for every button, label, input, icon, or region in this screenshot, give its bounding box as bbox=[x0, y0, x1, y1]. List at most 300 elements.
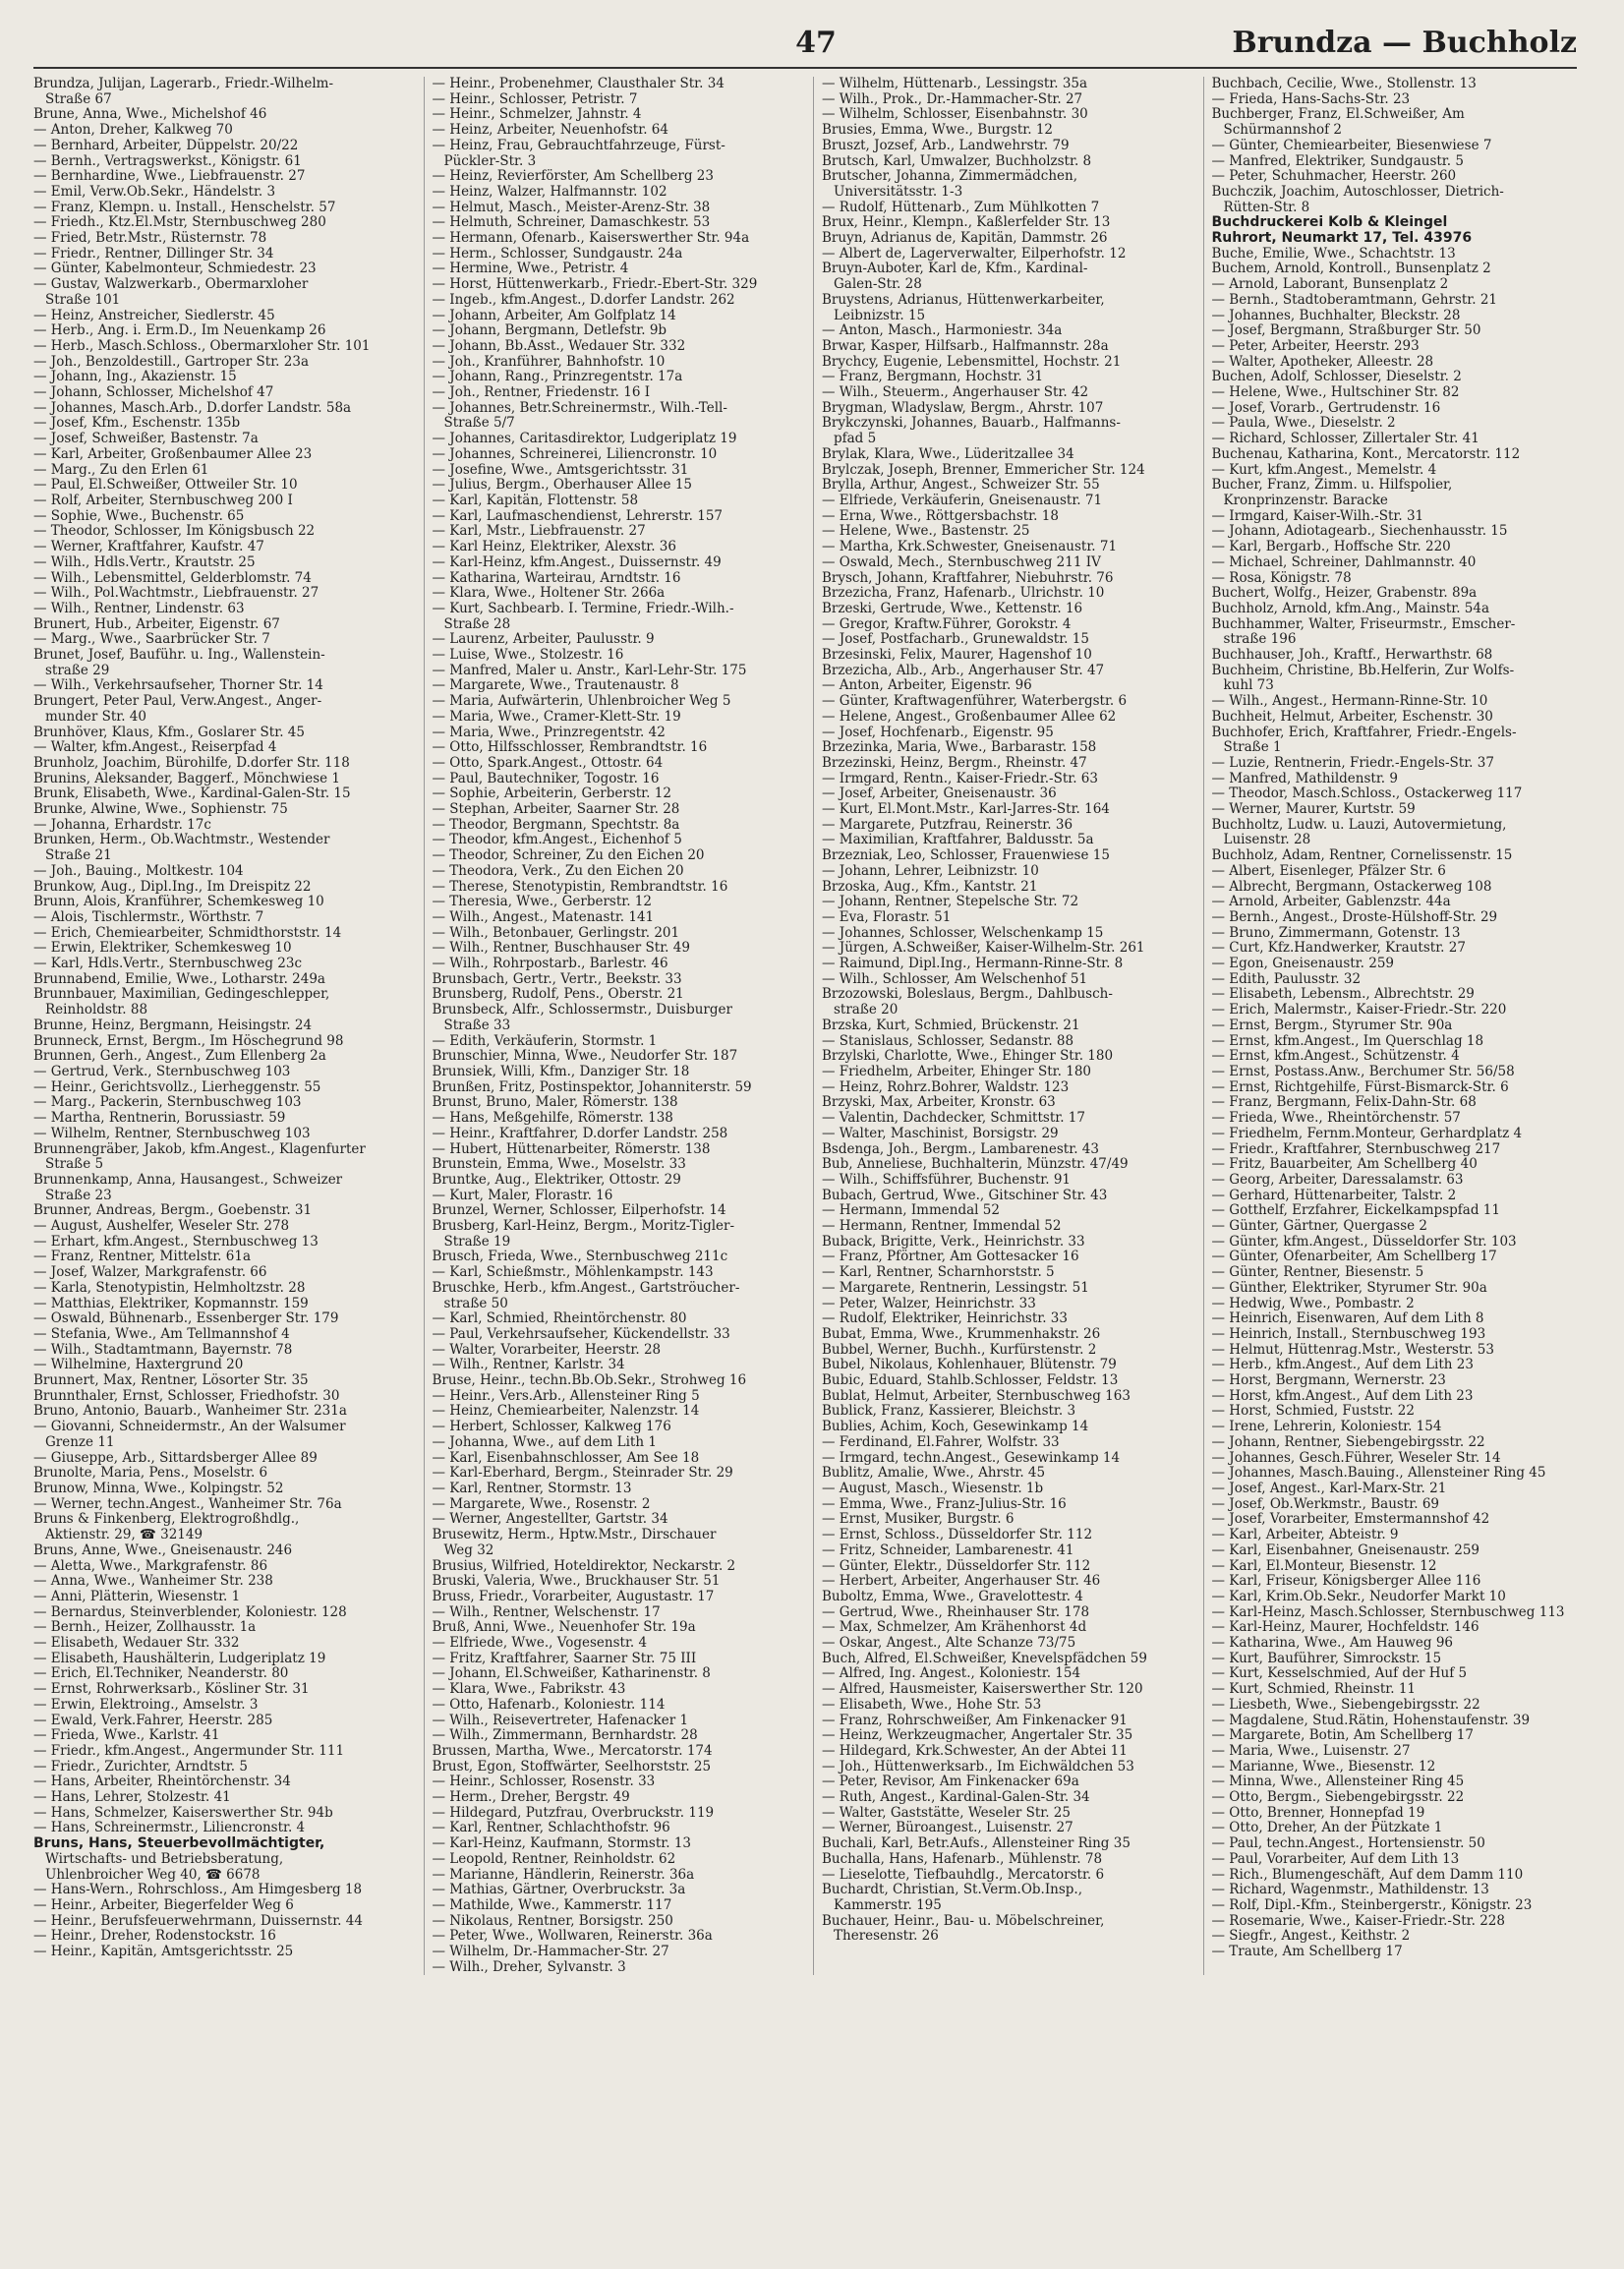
directory-entry: — Helene, Angest., Großenbaumer Allee 62 bbox=[822, 708, 1117, 725]
directory-entry: — Joh., Bauing., Moltkestr. 104 bbox=[33, 862, 244, 879]
directory-entry: Bucher, Franz, Zimm. u. Hilfspolier, bbox=[1211, 477, 1453, 494]
directory-entry: — Emil, Verw.Ob.Sekr., Händelstr. 3 bbox=[33, 183, 276, 200]
directory-entry: — Franz, Rentner, Mittelstr. 61a bbox=[33, 1249, 251, 1265]
directory-entry: Bruntke, Aug., Elektriker, Ottostr. 29 bbox=[432, 1171, 681, 1188]
entry-continuation: Straße 5/7 bbox=[443, 415, 515, 432]
directory-entry: Brusius, Wilfried, Hoteldirektor, Neckarstr. 2 bbox=[432, 1557, 736, 1574]
directory-entry: — Karl, Eisenbahnschlosser, Am See 18 bbox=[432, 1449, 700, 1466]
advertisement-line: Buchdruckerei Kolb & Kleingel bbox=[1211, 214, 1448, 231]
directory-entry: — Friedr., Rentner, Dillinger Str. 34 bbox=[33, 245, 274, 262]
directory-entry: — Heinr., Arbeiter, Biegerfelder Weg 6 bbox=[33, 1896, 294, 1913]
directory-entry: Brunnabend, Emilie, Wwe., Lotharstr. 249a bbox=[33, 970, 325, 987]
directory-entry: — Theodor, Masch.Schloss., Ostackerweg 117 bbox=[1211, 785, 1523, 802]
directory-entry: — Karl, Rentner, Scharnhorststr. 5 bbox=[822, 1264, 1055, 1281]
directory-entry: — Josefine, Wwe., Amtsgerichtsstr. 31 bbox=[432, 461, 689, 478]
entry-continuation: Pückler-Str. 3 bbox=[443, 152, 537, 169]
directory-entry: — Eva, Florastr. 51 bbox=[822, 908, 952, 925]
entry-continuation: straße 20 bbox=[834, 1002, 899, 1018]
directory-column-2 bbox=[424, 77, 798, 1975]
directory-entry: — Karl, El.Monteur, Biesenstr. 12 bbox=[1211, 1557, 1437, 1574]
directory-entry: — Werner, techn.Angest., Wanheimer Str. 76a bbox=[33, 1495, 342, 1512]
directory-entry: — Josef, Arbeiter, Gneisenaustr. 36 bbox=[822, 785, 1057, 802]
directory-entry: — Manfred, Elektriker, Sundgaustr. 5 bbox=[1211, 152, 1464, 169]
directory-entry: — Günter, Elektr., Düsseldorfer Str. 112 bbox=[822, 1557, 1091, 1574]
directory-entry: — Karl, Rentner, Schlachthofstr. 96 bbox=[432, 1820, 670, 1836]
directory-entry: — Johannes, Schlosser, Welschenkamp 15 bbox=[822, 924, 1104, 941]
directory-entry: — Marianne, Wwe., Biesenstr. 12 bbox=[1211, 1758, 1436, 1774]
directory-entry: — Wilh., Schiffsführer, Buchenstr. 91 bbox=[822, 1171, 1071, 1188]
directory-entry: — Rolf, Arbeiter, Sternbuschweg 200 I bbox=[33, 492, 293, 508]
directory-entry: — Valentin, Dachdecker, Schmittstr. 17 bbox=[822, 1110, 1085, 1127]
entry-continuation: kuhl 73 bbox=[1223, 677, 1274, 694]
directory-entry: — Karl, Schießmstr., Möhlenkampstr. 143 bbox=[432, 1264, 714, 1281]
directory-entry: — Johanna, Erhardstr. 17c bbox=[33, 816, 211, 833]
header-rule bbox=[33, 67, 1577, 69]
directory-entry: — Josef, Kfm., Eschenstr. 135b bbox=[33, 415, 241, 432]
directory-entry: — Heinz, Arbeiter, Neuenhofstr. 64 bbox=[432, 122, 668, 139]
directory-entry: — Karl-Heinz, Maurer, Hochfeldstr. 146 bbox=[1211, 1619, 1479, 1636]
directory-entry: — Johann, Bergmann, Detlefstr. 9b bbox=[432, 322, 667, 339]
directory-entry: Brussen, Martha, Wwe., Mercatorstr. 174 bbox=[432, 1742, 713, 1759]
directory-entry: Buchholz, Adam, Rentner, Cornelissenstr. 15 bbox=[1211, 847, 1513, 864]
directory-entry: — Frieda, Wwe., Rheintörchenstr. 57 bbox=[1211, 1110, 1461, 1127]
directory-entry: Buchhammer, Walter, Friseurmstr., Emscher- bbox=[1211, 615, 1516, 632]
directory-entry: Buch, Alfred, El.Schweißer, Knevelspfädchen 59 bbox=[822, 1650, 1147, 1666]
directory-entry: — Theodor, Schlosser, Im Königsbusch 22 bbox=[33, 523, 316, 540]
directory-entry: — Wilh., Reisevertreter, Hafenacker 1 bbox=[432, 1712, 689, 1728]
directory-entry: Brzezicha, Alb., Arb., Angerhauser Str. 47 bbox=[822, 662, 1105, 678]
directory-entry: Brune, Anna, Wwe., Michelshof 46 bbox=[33, 106, 267, 123]
directory-entry: — Herb., Masch.Schloss., Obermarxloher Str. 101 bbox=[33, 337, 371, 354]
entry-continuation: Schürmannshof 2 bbox=[1223, 122, 1343, 139]
directory-entry: — Erwin, Elektroing., Amselstr. 3 bbox=[33, 1696, 259, 1713]
directory-entry: — Margarete, Wwe., Rosenstr. 2 bbox=[432, 1495, 651, 1512]
directory-entry: — Wilh., Hdls.Vertr., Krautstr. 25 bbox=[33, 553, 256, 570]
directory-entry: — Bernh., Vertragswerkst., Königstr. 61 bbox=[33, 152, 302, 169]
entry-continuation: straße 50 bbox=[443, 1295, 508, 1311]
directory-entry: — Walter, Maschinist, Borsigstr. 29 bbox=[822, 1125, 1059, 1141]
directory-entry: — Hedwig, Wwe., Pombastr. 2 bbox=[1211, 1295, 1415, 1311]
directory-entry: Buchhauser, Joh., Kraftf., Herwarthstr. 68 bbox=[1211, 647, 1493, 664]
directory-entry: — Friedr., kfm.Angest., Angermunder Str. 111 bbox=[33, 1742, 345, 1759]
directory-entry: — Oswald, Mech., Sternbuschweg 211 IV bbox=[822, 553, 1101, 570]
directory-entry: — Hermann, Rentner, Immendal 52 bbox=[822, 1218, 1062, 1235]
directory-entry: Bruystens, Adrianus, Hüttenwerkarbeiter, bbox=[822, 291, 1105, 308]
directory-entry: — Richard, Wagenmstr., Mathildenstr. 13 bbox=[1211, 1882, 1489, 1898]
directory-entry: — Wilh., Rohrpostarb., Barlestr. 46 bbox=[432, 956, 668, 972]
directory-entry: Brychcy, Eugenie, Lebensmittel, Hochstr. 21 bbox=[822, 353, 1122, 370]
directory-entry: Bublick, Franz, Kassierer, Bleichstr. 3 bbox=[822, 1403, 1076, 1420]
directory-entry: Brylak, Klara, Wwe., Lüderitzallee 34 bbox=[822, 445, 1074, 462]
directory-entry: Brzska, Kurt, Schmied, Brückenstr. 21 bbox=[822, 1017, 1080, 1033]
directory-entry: — Hans, Lehrer, Stolzestr. 41 bbox=[33, 1789, 231, 1806]
directory-entry: Brunholz, Joachim, Bürohilfe, D.dorfer Str. 118 bbox=[33, 754, 350, 771]
directory-entry: — Johann, Lehrer, Leibnizstr. 10 bbox=[822, 862, 1039, 879]
directory-entry: — Frieda, Wwe., Karlstr. 41 bbox=[33, 1727, 220, 1744]
directory-entry: — Josef, Walzer, Markgrafenstr. 66 bbox=[33, 1264, 267, 1281]
directory-entry: — Irene, Lehrerin, Koloniestr. 154 bbox=[1211, 1419, 1442, 1435]
directory-entry: — Joh., Kranführer, Bahnhofstr. 10 bbox=[432, 353, 666, 370]
directory-entry: — Karl-Heinz, Masch.Schlosser, Sternbuschweg 113 bbox=[1211, 1603, 1565, 1620]
directory-entry: — Ernst, kfm.Angest., Im Querschlag 18 bbox=[1211, 1032, 1484, 1049]
directory-entry: — Kurt, Bauführer, Simrockstr. 15 bbox=[1211, 1650, 1442, 1666]
advertisement-line: Bruns, Hans, Steuerbevollmächtigter, bbox=[33, 1835, 325, 1852]
directory-entry: — Josef, Postfacharb., Grunewaldstr. 15 bbox=[822, 631, 1089, 648]
directory-entry: — Elisabeth, Haushälterin, Ludgeriplatz 19 bbox=[33, 1650, 326, 1666]
directory-entry: — Elisabeth, Wedauer Str. 332 bbox=[33, 1635, 240, 1652]
directory-entry: — Karl, Kapitän, Flottenstr. 58 bbox=[432, 492, 639, 508]
directory-entry: — Wilh., Zimmermann, Bernhardstr. 28 bbox=[432, 1727, 698, 1744]
directory-entry: Buback, Brigitte, Verk., Heinrichstr. 33 bbox=[822, 1233, 1085, 1250]
directory-entry: Brunsiek, Willi, Kfm., Danziger Str. 18 bbox=[432, 1064, 690, 1079]
directory-entry: Bub, Anneliese, Buchhalterin, Münzstr. 47/49 bbox=[822, 1156, 1129, 1173]
directory-entry: — Oskar, Angest., Alte Schanze 73/75 bbox=[822, 1635, 1076, 1652]
directory-entry: — Albert de, Lagerverwalter, Eilperhofstr. 12 bbox=[822, 245, 1127, 262]
directory-entry: — Paul, El.Schweißer, Ottweiler Str. 10 bbox=[33, 477, 298, 494]
directory-entry: Brunsbeck, Alfr., Schlossermstr., Duisburger bbox=[432, 1002, 732, 1018]
directory-entry: — Peter, Schuhmacher, Heerstr. 260 bbox=[1211, 168, 1457, 185]
directory-entry: — Johannes, Gesch.Führer, Weseler Str. 14 bbox=[1211, 1449, 1501, 1466]
directory-entry: — Traute, Am Schellberg 17 bbox=[1211, 1944, 1403, 1960]
entry-continuation: Uhlenbroicher Weg 40, ☎ 6678 bbox=[45, 1866, 261, 1883]
directory-column-1 bbox=[33, 77, 408, 1975]
directory-entry: — Heinz, Chemiearbeiter, Nalenzstr. 14 bbox=[432, 1403, 700, 1420]
directory-entry: — Herm., Dreher, Bergstr. 49 bbox=[432, 1789, 630, 1806]
directory-entry: Bruns & Finkenberg, Elektrogroßhdlg., bbox=[33, 1511, 300, 1528]
directory-entry: — Karl Heinz, Elektriker, Alexstr. 36 bbox=[432, 539, 676, 555]
directory-entry: — Matthias, Elektriker, Kopmannstr. 159 bbox=[33, 1295, 309, 1311]
directory-entry: — Johannes, Schreinerei, Liliencronstr. 10 bbox=[432, 445, 718, 462]
directory-entry: — Margarete, Botin, Am Schellberg 17 bbox=[1211, 1727, 1474, 1744]
directory-entry: — Kurt, Kesselschmied, Auf der Huf 5 bbox=[1211, 1665, 1468, 1682]
entry-continuation: Straße 28 bbox=[443, 615, 511, 632]
directory-entry: — Otto, Brenner, Honnepfad 19 bbox=[1211, 1804, 1425, 1821]
directory-entry: — Bruno, Zimmermann, Gotenstr. 13 bbox=[1211, 924, 1461, 941]
directory-entry: — Karl, Bergarb., Hoffsche Str. 220 bbox=[1211, 539, 1451, 555]
directory-entry: Brutscher, Johanna, Zimmermädchen, bbox=[822, 168, 1077, 185]
directory-entry: — Fritz, Schneider, Lambarenestr. 41 bbox=[822, 1542, 1074, 1558]
directory-entry: — Richard, Schlosser, Zillertaler Str. 41 bbox=[1211, 431, 1479, 447]
directory-entry: — Gertrud, Verk., Sternbuschweg 103 bbox=[33, 1064, 291, 1079]
directory-entry: Brutsch, Karl, Umwalzer, Buchholzstr. 8 bbox=[822, 152, 1092, 169]
entry-continuation: Straße 19 bbox=[443, 1233, 511, 1250]
directory-entry: — Sophie, Arbeiterin, Gerberstr. 12 bbox=[432, 785, 671, 802]
directory-entry: — Bernhard, Arbeiter, Düppelstr. 20/22 bbox=[33, 137, 299, 153]
directory-entry: — Wilhelm, Dr.-Hammacher-Str. 27 bbox=[432, 1944, 669, 1960]
directory-entry: — Werner, Büroangest., Luisenstr. 27 bbox=[822, 1820, 1073, 1836]
directory-entry: — Walter, Apotheker, Alleestr. 28 bbox=[1211, 353, 1434, 370]
directory-entry: — Walter, kfm.Angest., Reiserpfad 4 bbox=[33, 739, 277, 756]
directory-entry: — Helene, Wwe., Bastenstr. 25 bbox=[822, 523, 1030, 540]
directory-entry: Buchenau, Katharina, Kont., Mercatorstr. 112 bbox=[1211, 445, 1521, 462]
directory-entry: — Günther, Elektriker, Styrumer Str. 90a bbox=[1211, 1279, 1487, 1296]
directory-entry: — Heinrich, Eisenwaren, Auf dem Lith 8 bbox=[1211, 1310, 1484, 1327]
directory-entry: — Margarete, Wwe., Trautenaustr. 8 bbox=[432, 677, 679, 694]
directory-entry: — Wilh., Rentner, Karlstr. 34 bbox=[432, 1357, 625, 1373]
directory-entry: Bsdenga, Joh., Bergm., Lambarenestr. 43 bbox=[822, 1140, 1099, 1157]
directory-entry: — Edith, Verkäuferin, Stormstr. 1 bbox=[432, 1032, 658, 1049]
directory-entry: — Karl-Heinz, Kaufmann, Stormstr. 13 bbox=[432, 1835, 692, 1852]
directory-entry: — Curt, Kfz.Handwerker, Krautstr. 27 bbox=[1211, 940, 1466, 957]
directory-entry: Brunnenkamp, Anna, Hausangest., Schweizer bbox=[33, 1171, 343, 1188]
directory-entry: — Friedr., Kraftfahrer, Sternbuschweg 217 bbox=[1211, 1140, 1501, 1157]
directory-entry: — Stanislaus, Schlosser, Sedanstr. 88 bbox=[822, 1032, 1074, 1049]
directory-entry: Brunßen, Fritz, Postinspektor, Johanniterstr. 59 bbox=[432, 1078, 752, 1095]
entry-continuation: Kammerstr. 195 bbox=[834, 1896, 942, 1913]
directory-entry: — Friedhelm, Fernm.Monteur, Gerhardplatz 4 bbox=[1211, 1125, 1523, 1141]
directory-entry: — Heinr., Schmelzer, Jahnstr. 4 bbox=[432, 106, 642, 123]
directory-entry: — Peter, Revisor, Am Finkenacker 69a bbox=[822, 1774, 1079, 1790]
entry-continuation: Galen-Str. 28 bbox=[834, 276, 922, 293]
directory-entry: — Aletta, Wwe., Markgrafenstr. 86 bbox=[33, 1557, 268, 1574]
directory-entry: — Paul, Bautechniker, Togostr. 16 bbox=[432, 770, 660, 786]
directory-entry: Brunnengräber, Jakob, kfm.Angest., Klagenfurter bbox=[33, 1140, 366, 1157]
directory-entry: — Maximilian, Kraftfahrer, Baldusstr. 5a bbox=[822, 832, 1094, 848]
directory-entry: Bublies, Achim, Koch, Gesewinkamp 14 bbox=[822, 1419, 1089, 1435]
directory-entry: — Günter, Ofenarbeiter, Am Schellberg 17 bbox=[1211, 1249, 1497, 1265]
directory-entry: — Peter, Arbeiter, Heerstr. 293 bbox=[1211, 337, 1420, 354]
directory-entry: Bruyn-Auboter, Karl de, Kfm., Kardinal- bbox=[822, 261, 1088, 277]
directory-entry: — Wilhelm, Rentner, Sternbuschweg 103 bbox=[33, 1125, 311, 1141]
directory-entry: — Hildegard, Krk.Schwester, An der Abtei 11 bbox=[822, 1742, 1128, 1759]
directory-entry: Brylla, Arthur, Angest., Schweizer Str. 55 bbox=[822, 477, 1100, 494]
directory-entry: Brygman, Wladyslaw, Bergm., Ahrstr. 107 bbox=[822, 399, 1104, 416]
directory-entry: Buchalla, Hans, Hafenarb., Mühlenstr. 78 bbox=[822, 1850, 1103, 1867]
directory-entry: — Anni, Plätterin, Wiesenstr. 1 bbox=[33, 1588, 241, 1604]
directory-entry: — Gerhard, Hüttenarbeiter, Talstr. 2 bbox=[1211, 1187, 1457, 1203]
directory-entry: — Maria, Aufwärterin, Uhlenbroicher Weg 5 bbox=[432, 693, 731, 710]
directory-entry: Bruss, Friedr., Vorarbeiter, Augustastr. 17 bbox=[432, 1588, 715, 1604]
directory-entry: — Bernh., Angest., Droste-Hülshoff-Str. 29 bbox=[1211, 908, 1498, 925]
directory-column-3 bbox=[813, 77, 1188, 1975]
directory-entry: — Hubert, Hüttenarbeiter, Römerstr. 138 bbox=[432, 1140, 711, 1157]
directory-entry: Bruse, Heinr., techn.Bb.Ob.Sekr., Strohweg 16 bbox=[432, 1372, 747, 1389]
directory-entry: — Sophie, Wwe., Buchenstr. 65 bbox=[33, 507, 245, 524]
directory-entry: — Ernst, Richtgehilfe, Fürst-Bismarck-Str. 6 bbox=[1211, 1078, 1509, 1095]
directory-entry: — Wilhelm, Schlosser, Eisenbahnstr. 30 bbox=[822, 106, 1088, 123]
entry-continuation: Weg 32 bbox=[443, 1542, 494, 1558]
directory-entry: — Johannes, Betr.Schreinermstr., Wilh.-Tell- bbox=[432, 399, 727, 416]
directory-entry: — Therese, Stenotypistin, Rembrandtstr. 16 bbox=[432, 878, 728, 895]
directory-entry: Brunert, Hub., Arbeiter, Eigenstr. 67 bbox=[33, 615, 280, 632]
directory-entry: Brzylski, Charlotte, Wwe., Ehinger Str. 180 bbox=[822, 1048, 1114, 1065]
directory-entry: Buchholtz, Ludw. u. Lauzi, Autovermietung, bbox=[1211, 816, 1507, 833]
directory-entry: — Heinr., Dreher, Rodenstockstr. 16 bbox=[33, 1928, 276, 1945]
directory-entry: Buchali, Karl, Betr.Aufs., Allensteiner Ring 35 bbox=[822, 1835, 1131, 1852]
directory-entry: — Rosemarie, Wwe., Kaiser-Friedr.-Str. 228 bbox=[1211, 1912, 1505, 1929]
directory-entry: — Alfred, Hausmeister, Kaiserswerther Str. 120 bbox=[822, 1681, 1143, 1698]
directory-entry: — Karl, Schmied, Rheintörchenstr. 80 bbox=[432, 1310, 687, 1327]
directory-entry: Brysch, Johann, Kraftfahrer, Niebuhrstr. 76 bbox=[822, 569, 1114, 586]
directory-entry: — Rich., Blumengeschäft, Auf dem Damm 110 bbox=[1211, 1866, 1524, 1883]
directory-entry: — Mathilde, Wwe., Kammerstr. 117 bbox=[432, 1896, 672, 1913]
directory-entry: Brylczak, Joseph, Brenner, Emmericher Str. 124 bbox=[822, 461, 1145, 478]
directory-entry: — Wilh., Steuerm., Angerhauser Str. 42 bbox=[822, 384, 1089, 401]
directory-entry: Brykczynski, Johannes, Bauarb., Halfmanns- bbox=[822, 415, 1121, 432]
directory-entry: — Karl, Laufmaschendienst, Lehrerstr. 157 bbox=[432, 507, 723, 524]
directory-entry: — Horst, Bergmann, Wernerstr. 23 bbox=[1211, 1372, 1446, 1389]
directory-entry: — Karl, Eisenbahner, Gneisenaustr. 259 bbox=[1211, 1542, 1479, 1558]
directory-entry: — Michael, Schreiner, Dahlmannstr. 40 bbox=[1211, 553, 1477, 570]
directory-entry: Brzesinski, Felix, Maurer, Hagenshof 10 bbox=[822, 647, 1092, 664]
directory-entry: — Hermine, Wwe., Petristr. 4 bbox=[432, 261, 629, 277]
directory-entry: Brunne, Heinz, Bergmann, Heisingstr. 24 bbox=[33, 1017, 313, 1033]
directory-entry: — Günter, Gärtner, Quergasse 2 bbox=[1211, 1218, 1428, 1235]
directory-entry: — Wilh., Pol.Wachtmstr., Liebfrauenstr. 27 bbox=[33, 585, 319, 602]
directory-entry: — Georg, Arbeiter, Daressalamstr. 63 bbox=[1211, 1171, 1464, 1188]
directory-entry: — Lieselotte, Tiefbauhdlg., Mercatorstr. 6 bbox=[822, 1866, 1105, 1883]
running-head: Brundza — Buchholz bbox=[1232, 26, 1577, 60]
directory-entry: — Erhart, kfm.Angest., Sternbuschweg 13 bbox=[33, 1233, 319, 1250]
directory-entry: — Günter, Rentner, Biesenstr. 5 bbox=[1211, 1264, 1424, 1281]
entry-continuation: Straße 33 bbox=[443, 1017, 511, 1033]
directory-entry: Bruszt, Jozsef, Arb., Landwehrstr. 79 bbox=[822, 137, 1070, 153]
directory-entry: — Wilh., Rentner, Welschenstr. 17 bbox=[432, 1603, 661, 1620]
directory-entry: — Walter, Vorarbeiter, Heerstr. 28 bbox=[432, 1341, 662, 1358]
directory-entry: — Heinr., Schlosser, Petristr. 7 bbox=[432, 90, 638, 107]
entry-continuation: straße 196 bbox=[1223, 631, 1297, 648]
directory-entry: Brunnert, Max, Rentner, Lösorter Str. 35 bbox=[33, 1372, 309, 1389]
directory-entry: — Horst, Schmied, Fuststr. 22 bbox=[1211, 1403, 1415, 1420]
directory-column-4 bbox=[1203, 77, 1578, 1975]
directory-entry: — Margarete, Rentnerin, Lessingstr. 51 bbox=[822, 1279, 1089, 1296]
directory-entry: Brzeski, Gertrude, Wwe., Kettenstr. 16 bbox=[822, 600, 1083, 616]
directory-entry: — Josef, Schweißer, Bastenstr. 7a bbox=[33, 431, 259, 447]
directory-entry: Bruno, Antonio, Bauarb., Wanheimer Str. 231a bbox=[33, 1403, 347, 1420]
directory-entry: — Karl, Arbeiter, Großenbaumer Allee 23 bbox=[33, 445, 313, 462]
directory-entry: — Anton, Masch., Harmoniestr. 34a bbox=[822, 322, 1063, 339]
directory-entry: — Kurt, Maler, Florastr. 16 bbox=[432, 1187, 613, 1203]
entry-continuation: Kronprinzenstr. Baracke bbox=[1223, 492, 1388, 508]
directory-entry: Brungert, Peter Paul, Verw.Angest., Anger- bbox=[33, 693, 322, 710]
directory-entry: Bubbel, Werner, Buchh., Kurfürstenstr. 2 bbox=[822, 1341, 1097, 1358]
directory-entry: Bubat, Emma, Wwe., Krummenhakstr. 26 bbox=[822, 1325, 1101, 1342]
directory-entry: — Stefania, Wwe., Am Tellmannshof 4 bbox=[33, 1325, 290, 1342]
directory-entry: — Helmuth, Schreiner, Damaschkestr. 53 bbox=[432, 214, 711, 231]
directory-entry: Brunn, Alois, Kranführer, Schemkesweg 10 bbox=[33, 894, 324, 910]
directory-entry: — Theodora, Verk., Zu den Eichen 20 bbox=[432, 862, 684, 879]
directory-entry: Bublat, Helmut, Arbeiter, Sternbuschweg 163 bbox=[822, 1387, 1131, 1404]
directory-entry: — Heinr., Kapitän, Amtsgerichtsstr. 25 bbox=[33, 1944, 294, 1960]
directory-entry: — Heinz, Frau, Gebrauchtfahrzeuge, Fürst- bbox=[432, 137, 725, 153]
entry-continuation: Universitätsstr. 1-3 bbox=[834, 183, 963, 200]
directory-entry: — Karl, Rentner, Stormstr. 13 bbox=[432, 1480, 632, 1496]
directory-entry: — Bernardus, Steinverblender, Koloniestr. 128 bbox=[33, 1603, 347, 1620]
directory-entry: Brzozowski, Boleslaus, Bergm., Dahlbusch- bbox=[822, 986, 1113, 1003]
directory-entry: — Otto, Dreher, An der Pützkate 1 bbox=[1211, 1820, 1443, 1836]
directory-entry: — Bernhardine, Wwe., Liebfrauenstr. 27 bbox=[33, 168, 306, 185]
directory-entry: — Karl, Arbeiter, Abteistr. 9 bbox=[1211, 1527, 1399, 1543]
directory-entry: — Heinz, Revierförster, Am Schellberg 23 bbox=[432, 168, 714, 185]
directory-entry: Buchert, Wolfg., Heizer, Grabenstr. 89a bbox=[1211, 585, 1478, 602]
directory-entry: Brunow, Minna, Wwe., Kolpingstr. 52 bbox=[33, 1480, 284, 1496]
directory-entry: — Johann, Rang., Prinzregentstr. 17a bbox=[432, 369, 683, 385]
entry-continuation: Leibnizstr. 15 bbox=[834, 307, 926, 323]
directory-entry: — Otto, Bergm., Siebengebirgsstr. 22 bbox=[1211, 1789, 1465, 1806]
directory-entry: — Heinr., Vers.Arb., Allensteiner Ring 5 bbox=[432, 1387, 700, 1404]
directory-entry: Brwar, Kasper, Hilfsarb., Halfmannstr. 28a bbox=[822, 337, 1109, 354]
directory-entry: — Heinr., Berufsfeuerwehrmann, Duissernstr. 44 bbox=[33, 1912, 363, 1929]
directory-entry: — Theresia, Wwe., Gerberstr. 12 bbox=[432, 894, 652, 910]
directory-entry: — Katharina, Warteirau, Arndtstr. 16 bbox=[432, 569, 681, 586]
directory-entry: — Wilh., Rentner, Lindenstr. 63 bbox=[33, 600, 245, 616]
directory-entry: — August, Masch., Wiesenstr. 1b bbox=[822, 1480, 1044, 1496]
directory-entry: — Irmgard, Kaiser-Wilh.-Str. 31 bbox=[1211, 507, 1424, 524]
directory-entry: — Johannes, Buchhalter, Bleckstr. 28 bbox=[1211, 307, 1461, 323]
directory-entry: — Laurenz, Arbeiter, Paulusstr. 9 bbox=[432, 631, 655, 648]
directory-entry: — Liesbeth, Wwe., Siebengebirgsstr. 22 bbox=[1211, 1696, 1480, 1713]
directory-entry: — Johannes, Masch.Arb., D.dorfer Landstr. 58a bbox=[33, 399, 352, 416]
directory-entry: Bruns, Anne, Wwe., Gneisenaustr. 246 bbox=[33, 1542, 293, 1558]
directory-entry: Buchardt, Christian, St.Verm.Ob.Insp., bbox=[822, 1882, 1083, 1898]
directory-entry: — Joh., Hüttenwerksarb., Im Eichwäldchen 53 bbox=[822, 1758, 1134, 1774]
entry-continuation: Reinholdstr. 88 bbox=[45, 1002, 148, 1018]
directory-entry: — Joh., Rentner, Friedenstr. 16 I bbox=[432, 384, 651, 401]
directory-entry: — Helmut, Masch., Meister-Arenz-Str. 38 bbox=[432, 199, 711, 215]
directory-entry: — Wilh., Angest., Matenastr. 141 bbox=[432, 908, 655, 925]
directory-entry: — Günter, Kraftwagenführer, Waterbergstr. 6 bbox=[822, 693, 1128, 710]
directory-entry: — Egon, Gneisenaustr. 259 bbox=[1211, 956, 1395, 972]
directory-entry: — Heinz, Rohrz.Bohrer, Waldstr. 123 bbox=[822, 1078, 1070, 1095]
directory-entry: Brunins, Aleksander, Baggerf., Mönchwiese 1 bbox=[33, 770, 341, 786]
directory-entry: — Karl, Hdls.Vertr., Sternbuschweg 23c bbox=[33, 956, 302, 972]
directory-entry: — Heinz, Anstreicher, Siedlerstr. 45 bbox=[33, 307, 275, 323]
directory-entry: — Rudolf, Elektriker, Heinrichstr. 33 bbox=[822, 1310, 1068, 1327]
page-number: 47 bbox=[795, 26, 837, 60]
directory-entry: — Martha, Rentnerin, Borussiastr. 59 bbox=[33, 1110, 286, 1127]
directory-entry: — Emma, Wwe., Franz-Julius-Str. 16 bbox=[822, 1495, 1067, 1512]
directory-entry: — Herb., Ang. i. Erm.D., Im Neuenkamp 26 bbox=[33, 322, 326, 339]
directory-entry: — Alois, Tischlermstr., Wörthstr. 7 bbox=[33, 908, 264, 925]
directory-entry: — Manfred, Mathildenstr. 9 bbox=[1211, 770, 1398, 786]
directory-entry: — Leopold, Rentner, Reinholdstr. 62 bbox=[432, 1850, 676, 1867]
directory-entry: — Kurt, El.Mont.Mstr., Karl-Jarres-Str. 164 bbox=[822, 801, 1110, 818]
directory-entry: — Gertrud, Wwe., Rheinhauser Str. 178 bbox=[822, 1603, 1090, 1620]
directory-entry: — Josef, Vorarbeiter, Emstermannshof 42 bbox=[1211, 1511, 1490, 1528]
directory-entry: — Erich, El.Techniker, Neanderstr. 80 bbox=[33, 1665, 289, 1682]
directory-entry: — Ruth, Angest., Kardinal-Galen-Str. 34 bbox=[822, 1789, 1090, 1806]
entry-continuation: Rütten-Str. 8 bbox=[1223, 199, 1310, 215]
directory-entry: — Wilh., Schlosser, Am Welschenhof 51 bbox=[822, 970, 1088, 987]
directory-entry: Brunstein, Emma, Wwe., Moselstr. 33 bbox=[432, 1156, 686, 1173]
directory-entry: — Johann, Adiotagearb., Siechenhausstr. 15 bbox=[1211, 523, 1508, 540]
directory-entry: — Franz, Bergmann, Hochstr. 31 bbox=[822, 369, 1044, 385]
directory-entry: Brusewitz, Herm., Hptw.Mstr., Dirschauer bbox=[432, 1527, 717, 1543]
directory-entry: Bubach, Gertrud, Wwe., Gitschiner Str. 43 bbox=[822, 1187, 1108, 1203]
directory-entry: Buchheim, Christine, Bb.Helferin, Zur Wolfs- bbox=[1211, 662, 1515, 678]
directory-entry: — Hildegard, Putzfrau, Overbruckstr. 119 bbox=[432, 1804, 715, 1821]
directory-entry: Brust, Egon, Stoffwärter, Seelhorststr. 25 bbox=[432, 1758, 712, 1774]
directory-entry: — Heinr., Gerichtsvollz., Lierheggenstr. 55 bbox=[33, 1078, 321, 1095]
directory-entry: Brunnen, Gerh., Angest., Zum Ellenberg 2a bbox=[33, 1048, 326, 1065]
directory-entry: — Fried, Betr.Mstr., Rüsternstr. 78 bbox=[33, 230, 267, 247]
entry-continuation: Theresenstr. 26 bbox=[834, 1928, 939, 1945]
directory-entry: Brzyski, Max, Arbeiter, Kronstr. 63 bbox=[822, 1094, 1056, 1111]
directory-entry: — Rolf, Dipl.-Kfm., Steinbergerstr., Königstr. 23 bbox=[1211, 1896, 1533, 1913]
directory-entry: — Ewald, Verk.Fahrer, Heerstr. 285 bbox=[33, 1712, 273, 1728]
directory-entry: — Johann, Rentner, Stepelsche Str. 72 bbox=[822, 894, 1079, 910]
directory-entry: — Peter, Wwe., Wollwaren, Reinerstr. 36a bbox=[432, 1928, 713, 1945]
directory-entry: — Peter, Walzer, Heinrichstr. 33 bbox=[822, 1295, 1036, 1311]
entry-continuation: Wirtschafts- und Betriebsberatung, bbox=[45, 1850, 284, 1867]
directory-entry: Buchauer, Heinr., Bau- u. Möbelschreiner, bbox=[822, 1912, 1105, 1929]
directory-entry: — Bernh., Heizer, Zollhausstr. 1a bbox=[33, 1619, 257, 1636]
directory-entry: Buchberger, Franz, El.Schweißer, Am bbox=[1211, 106, 1465, 123]
directory-entry: — Franz, Rohrschweißer, Am Finkenacker 91 bbox=[822, 1712, 1128, 1728]
directory-entry: — Anton, Arbeiter, Eigenstr. 96 bbox=[822, 677, 1032, 694]
directory-entry: — Johann, Schlosser, Michelshof 47 bbox=[33, 384, 274, 401]
directory-entry: — Ernst, Bergm., Styrumer Str. 90a bbox=[1211, 1017, 1453, 1033]
